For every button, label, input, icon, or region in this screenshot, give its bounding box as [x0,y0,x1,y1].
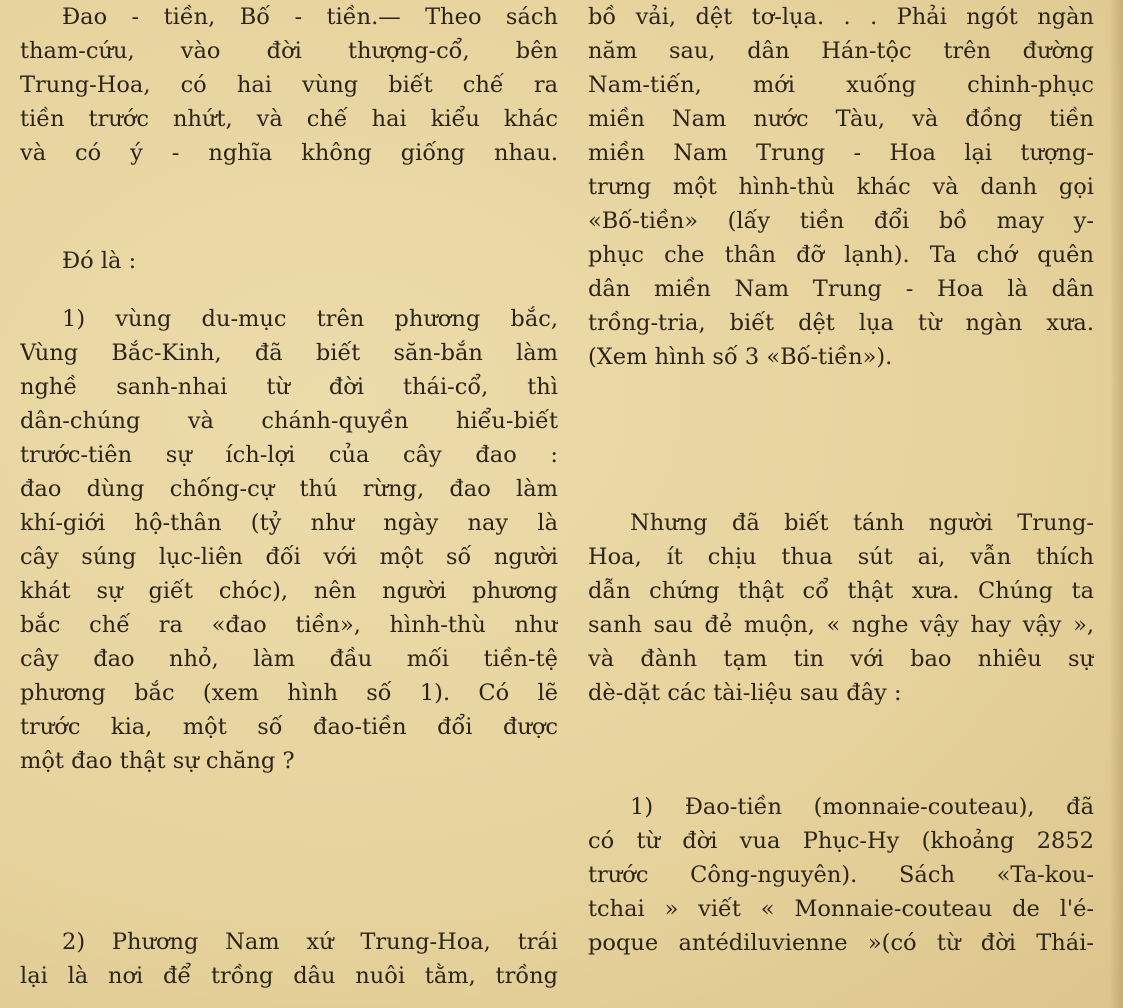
text-line: tham-cứu, vào đời thượng-cổ, bên [20,38,558,64]
text-line: có từ đời vua Phục-Hy (khoảng 2852 [588,828,1094,854]
text-line: Đao - tiền, Bố - tiền.— Theo sách [62,4,558,30]
text-line: và đành tạm tin với bao nhiêu sự [588,646,1094,672]
text-line: và có ý - nghĩa không giống nhau. [20,140,558,166]
text-line: nghề sanh-nhai từ đời thái-cổ, thì [20,374,558,400]
text-line: bắc chế ra «đao tiền», hình-thù như [20,612,558,638]
text-line: «Bố-tiền» (lấy tiền đổi bồ may y- [588,208,1094,234]
text-line: phục che thân đỡ lạnh). Ta chớ quên [588,242,1094,268]
text-line: dè-dặt các tài-liệu sau đây : [588,680,902,706]
text-line: một đao thật sự chăng ? [20,748,295,774]
text-line: dân miền Nam Trung - Hoa là dân [588,276,1094,302]
text-line: đao dùng chống-cự thú rừng, đao làm [20,476,558,502]
text-line: Nam-tiến, mới xuống chinh-phục [588,72,1094,98]
text-line: sanh sau đẻ muộn, « nghe vậy hay vậy », [588,612,1094,638]
text-line: Nhưng đã biết tánh người Trung- [630,510,1094,536]
text-line: bồ vải, dệt tơ-lụa. . . Phải ngót ngàn [588,4,1094,30]
paragraph-do-la [20,244,558,278]
text-line: khí-giới hộ-thân (tỷ như ngày nay là [20,510,558,536]
paragraph-vung-du-muc [20,302,558,778]
text-line: dân-chúng và chánh-quyền hiểu-biết [20,408,558,434]
text-line: trước kia, một số đao-tiền đổi được [20,714,558,740]
paragraph-dao-bo-tien [20,0,558,170]
text-line: trước-tiên sự ích-lợi của cây đao : [20,442,558,468]
text-line: cây đao nhỏ, làm đầu mối tiền-tệ [20,646,558,672]
text-line: tchai » viết « Monnaie-couteau de l'é- [588,896,1094,922]
text-line: cây súng lục-liên đối với một số người [20,544,558,570]
text-line: Hoa, ít chịu thua sút ai, vẫn thích [588,544,1094,570]
text-line: Vùng Bắc-Kinh, đã biết săn-bắn làm [20,340,558,366]
text-line: 1) Đao-tiền (monnaie-couteau), đã [630,794,1094,820]
text-line: tiền trước nhứt, và chế hai kiểu khác [20,106,558,132]
text-line: trưng một hình-thù khác và danh gọi [588,174,1094,200]
text-line: năm sau, dân Hán-tộc trên đường [588,38,1094,64]
text-line: trước Công-nguyên). Sách «Ta-kou- [588,862,1094,888]
paragraph-phuong-nam [20,925,558,993]
page-edge-shadow [1109,0,1123,1008]
text-line: phương bắc (xem hình số 1). Có lẽ [20,680,558,706]
text-line: miền Nam nước Tàu, và đồng tiền [588,106,1094,132]
text-line: Đó là : [62,248,137,274]
text-line: lại là nơi để trồng dâu nuôi tằm, trồng [20,963,558,989]
paragraph-dao-tien [588,790,1094,960]
text-line: 2) Phương Nam xứ Trung-Hoa, trái [62,929,558,955]
paragraph-bo-vai [588,0,1094,374]
text-line: khát sự giết chóc), nên người phương [20,578,558,604]
text-line: Trung-Hoa, có hai vùng biết chế ra [20,72,558,98]
text-line: poque antédiluvienne »(có từ đời Thái- [588,930,1094,956]
text-line: miền Nam Trung - Hoa lại tượng- [588,140,1094,166]
text-line: (Xem hình số 3 «Bố-tiền»). [588,344,893,370]
paragraph-nhung-da-biet [588,506,1094,710]
text-line: trồng-tria, biết dệt lụa từ ngàn xưa. [588,310,1094,336]
text-line: 1) vùng du-mục trên phương bắc, [62,306,558,332]
text-line: dẫn chứng thật cổ thật xưa. Chúng ta [588,578,1094,604]
